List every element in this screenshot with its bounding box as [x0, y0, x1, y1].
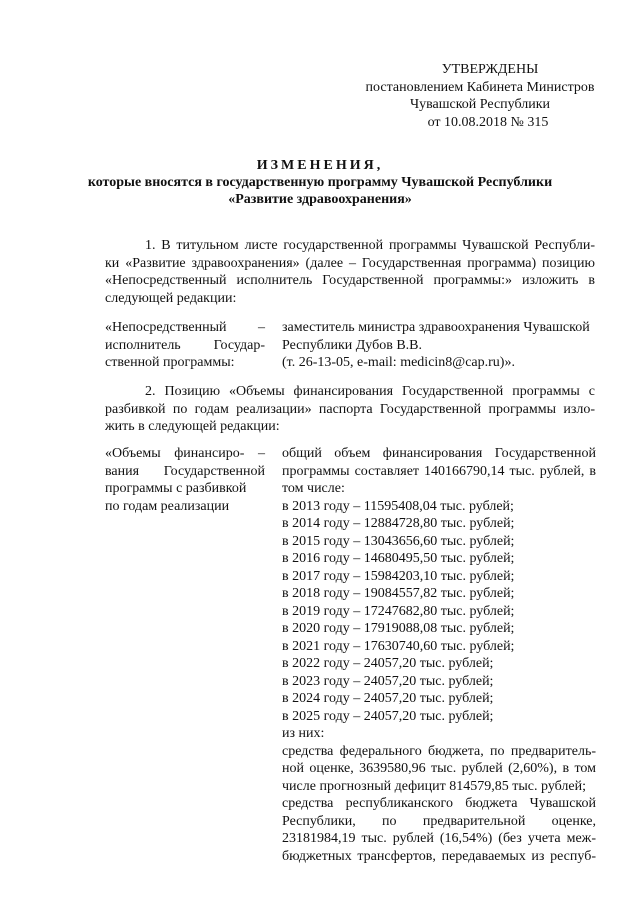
- executor-label-line: ственной программы:: [105, 355, 235, 370]
- approved-by: постановлением Кабинета Министров: [365, 79, 595, 95]
- executor-label: [105, 319, 265, 372]
- funding-republic-line: 23181984,19 тыс. рублей (16,54%) (без учета меж-: [282, 831, 596, 846]
- approved-date: от 10.08.2018 № 315: [427, 114, 549, 130]
- item-2-line: разбивкой по годам реализации» паспорта Государственной программы изло-: [105, 401, 595, 417]
- funding-label-line: по годам реализации: [105, 498, 230, 514]
- executor-label-line: исполнитель Государ-: [105, 337, 265, 353]
- funding-year-line: в 2024 году – 24057,20 тыс. рублей;: [282, 691, 494, 706]
- approved-republic: Чувашской Республики: [409, 97, 551, 112]
- funding-value: [282, 445, 596, 865]
- item-1-line: 1. В титульном листе государственной программы Чувашской Республи-: [145, 238, 595, 253]
- executor-value-line: заместитель министра здравоохранения Чувашской: [282, 320, 590, 335]
- title-line-2: которые вносятся в государственную программу Чувашской Республики: [87, 175, 553, 190]
- executor-value: [282, 319, 596, 372]
- funding-year-line: в 2016 году – 14680495,50 тыс. рублей;: [282, 551, 515, 566]
- funding-federal-line: ной оценке, 3639580,96 тыс. рублей (2,60%), в том: [282, 761, 596, 776]
- funding-year-line: в 2017 году – 15984203,10 тыс. рублей;: [282, 568, 515, 584]
- funding-year-line: в 2022 году – 24057,20 тыс. рублей;: [282, 656, 494, 671]
- funding-year-line: в 2020 году – 17919088,08 тыс. рублей;: [282, 621, 515, 636]
- funding-label: [105, 445, 265, 515]
- item-1-paragraph: [105, 237, 595, 307]
- item-2-paragraph: [105, 383, 595, 436]
- funding-year-line: в 2015 году – 13043656,60 тыс. рублей;: [282, 533, 515, 549]
- funding-year-line: в 2021 году – 17630740,60 тыс. рублей;: [282, 638, 515, 654]
- funding-label-line: вания Государственной: [105, 463, 265, 479]
- funding-federal-line: средства федерального бюджета, по предваритель-: [282, 743, 596, 759]
- funding-label-line: «Объемы финансиро- –: [105, 446, 265, 461]
- executor-value-line: Республики Дубов В.В.: [282, 337, 423, 353]
- document-title: [0, 157, 640, 208]
- funding-intro-line: программы составляет 140166790,14 тыс. рублей, в: [282, 463, 596, 479]
- approved-word: УТВЕРЖДЕНЫ: [441, 62, 539, 77]
- title-heading: ИЗМЕНЕНИЯ,: [256, 158, 384, 173]
- item-1-line: ки «Развитие здравоохранения» (далее – Государственная программа) позицию: [105, 255, 595, 271]
- funding-year-line: в 2025 году – 24057,20 тыс. рублей;: [282, 708, 494, 724]
- item-2-line: жить в следующей редакции:: [105, 419, 280, 434]
- item-2-line: 2. Позицию «Объемы финансирования Государственной программы с: [145, 384, 595, 399]
- funding-intro-line: том числе:: [282, 481, 345, 496]
- funding-republic-line: средства республиканского бюджета Чувашской: [282, 796, 596, 811]
- item-1-line: следующей редакции:: [105, 290, 237, 306]
- funding-year-line: в 2018 году – 19084557,82 тыс. рублей;: [282, 586, 515, 601]
- funding-label-line: программы с разбивкой: [105, 481, 247, 496]
- funding-year-line: в 2014 году – 12884728,80 тыс. рублей;: [282, 516, 515, 531]
- funding-republic-line: бюджетных трансфертов, передаваемых из респуб-: [282, 848, 596, 864]
- funding-republic-line: Республики, по предварительной оценке,: [282, 813, 596, 829]
- funding-year-line: в 2019 году – 17247682,80 тыс. рублей;: [282, 603, 515, 619]
- funding-year-line: в 2013 году – 11595408,04 тыс. рублей;: [282, 498, 514, 514]
- title-line-3: «Развитие здравоохранения»: [228, 192, 412, 207]
- executor-label-line: «Непосредственный –: [105, 320, 265, 335]
- funding-year-line: в 2023 году – 24057,20 тыс. рублей;: [282, 673, 494, 689]
- item-1-line: «Непосредственный исполнитель Государственной программы:» изложить в: [105, 273, 595, 288]
- funding-intro-line: общий объем финансирования Государственной: [282, 446, 596, 461]
- funding-federal-line: числе прогнозный дефицит 814579,85 тыс. рублей;: [282, 778, 586, 794]
- funding-of-them: из них:: [282, 726, 325, 741]
- approval-stamp: [360, 61, 600, 131]
- executor-value-line: (т. 26-13-05, e-mail: medicin8@cap.ru)».: [282, 355, 515, 370]
